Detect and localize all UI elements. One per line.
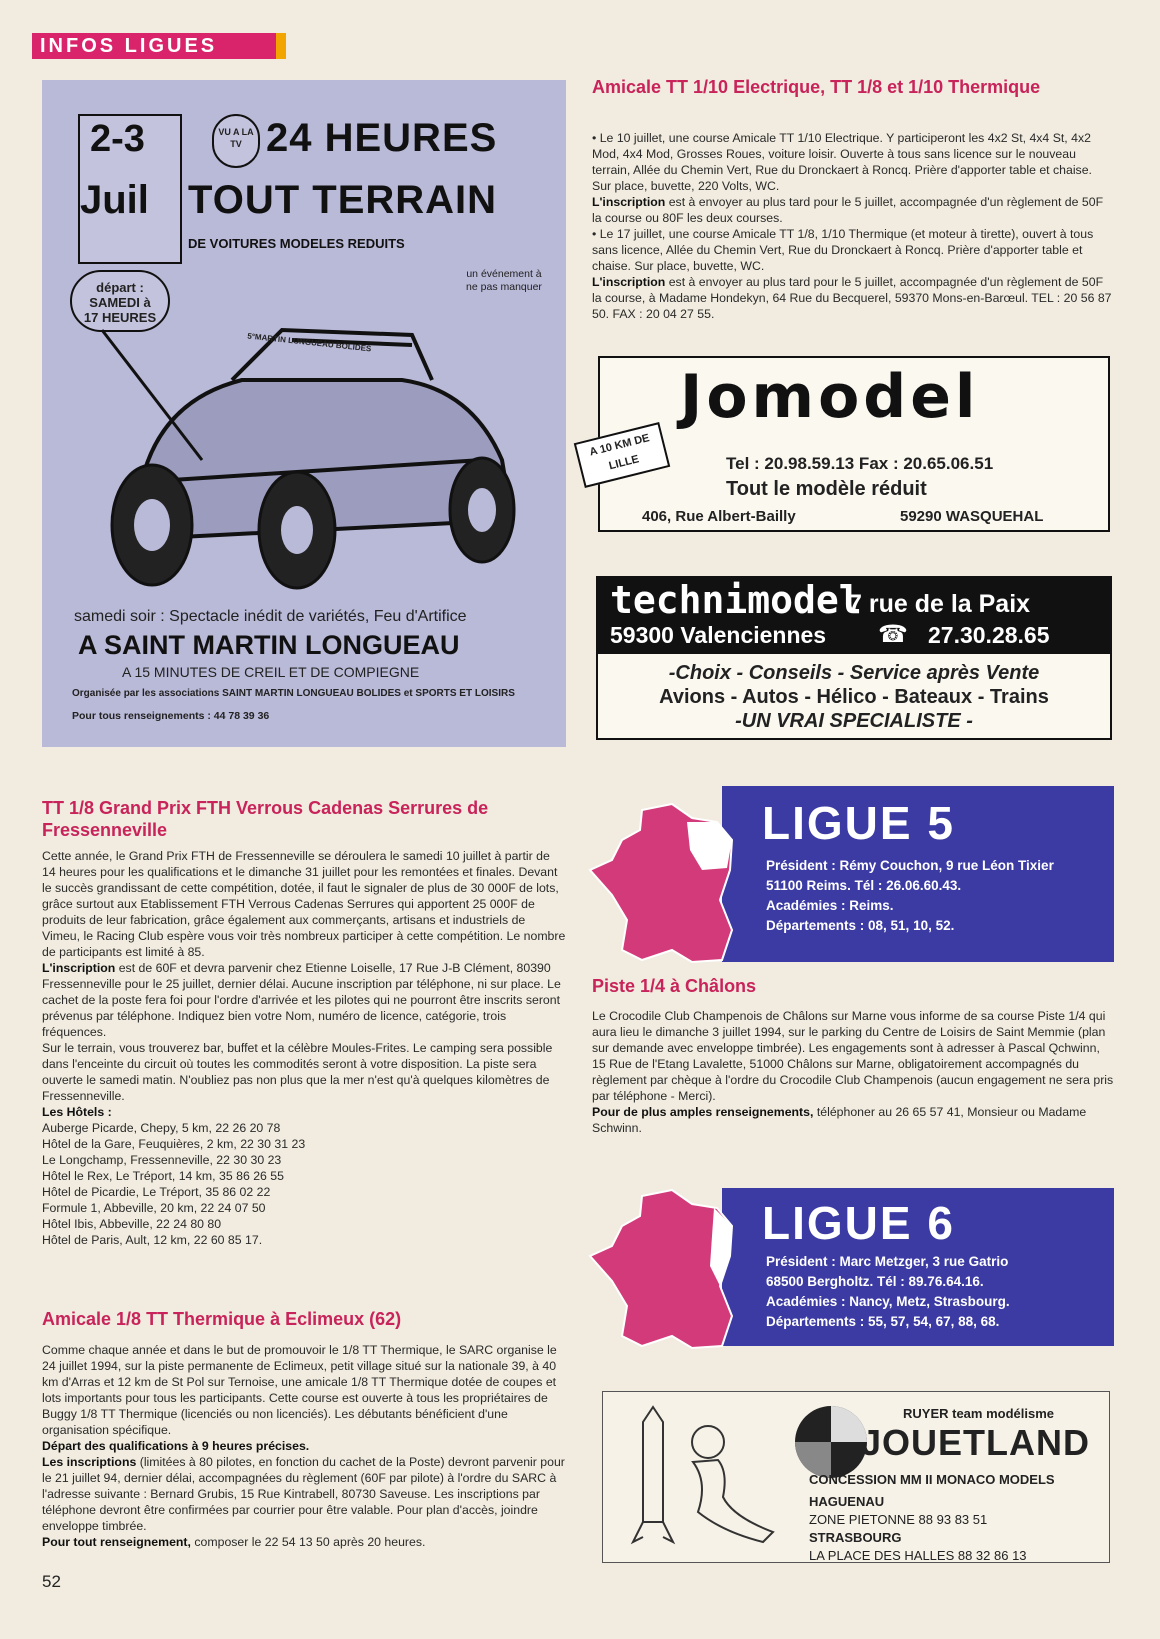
poster-distance: A 15 MINUTES DE CREIL ET DE COMPIEGNE (122, 664, 420, 680)
piste-p2 (592, 1104, 1114, 1136)
poster-location: A SAINT MARTIN LONGUEAU (78, 630, 460, 660)
amicale18-p1: Comme chaque année et dans le but de promouvoir le 1/8 TT Thermique, le SARC organise le 24 juillet 1994, sur la piste permanente de Eclimeux, petit village situé sur la nationale 39, à 40 km d'Arras et 12 km de St Pol sur Ternoise, une amicale 1/8 TT Thermique dotée de coupes et lots importants pour tous les participants. Cette course est ouverte à tous les propriétaires de Buggy 1/8 TT Thermique (licenciés ou non licenciés). Les débutants bénéficient d'une organisation spécifique. (42, 1343, 557, 1437)
poster-dates: 2-3 (90, 118, 145, 160)
technimodel-line2: Avions - Autos - Hélico - Bateaux - Trains (659, 686, 1049, 708)
tt18-title: TT 1/8 Grand Prix FTH Verrous Cadenas Serrures de Fressenneville (42, 798, 489, 840)
depart-badge: départ : SAMEDI à 17 HEURES (70, 270, 170, 332)
amicale-tt-p2-bold: L'inscription (592, 195, 666, 209)
ligue5-academies: Académies : Reims. (766, 898, 894, 913)
technimodel-ad (596, 576, 1112, 740)
amicale-tt-p3: • Le 17 juillet, une course Amicale TT 1/8, 1/10 Thermique (et moteur à tirette), ouvert à tous sans licence, Allée du Chemin Vert, Rue du Dronckaert à Roncq. Prière d'apporter table et chaise. Sur place, buvette, WC. (592, 227, 1094, 273)
tt18-p3: Sur le terrain, vous trouverez bar, buffet et la célèbre Moules-Frites. Le camping sera possible dans l'enceinte du circuit où toutes les commodités seront à votre disposition. La piste sera ouverte le samedi matin. N'oubliez pas non plus que la mer n'est qu'à quelques kilomètres de Fressenneville. (42, 1041, 553, 1103)
ligue6-president: Président : Marc Metzger, 3 rue Gatrio (766, 1254, 1009, 1269)
amicale18-p4-text: composer le 22 54 13 50 après 20 heures. (190, 1535, 426, 1549)
poster-subtitle: TOUT TERRAIN (188, 178, 498, 222)
hotel-item: Hôtel de Picardie, Le Tréport, 35 86 02 22 (42, 1185, 271, 1199)
car-label: 5°MARTIN LONGUEAU BOLIDES (246, 331, 372, 354)
lille-stamp: A 10 KM DE LILLE (574, 422, 671, 488)
amicale18-p3-text: (limitées à 80 pilotes, en fonction du cachet de la Poste) devront parvenir pour le 21 juillet 94, dernier délai, accompagnées du règlement (60F par pilote) à l'ordre du SARC à l'adresse suivante : Bernard Grubis, 15 Rue Kintrabell, 80730 Saveuse. Les inscriptions par téléphone devront être confirmées par courrier pour être valable. Pour plan d'accès, joindre enveloppe timbrée. (42, 1455, 565, 1533)
piste-title: Piste 1/4 à Châlons (592, 976, 757, 996)
page-number: 52 (42, 1572, 61, 1591)
jomodel-logo: Jomodel (680, 362, 980, 432)
tt18-body (42, 848, 566, 1248)
pinup-rocket-icon (613, 1402, 793, 1557)
piste-p2-bold: Pour de plus amples renseignements, (592, 1105, 814, 1119)
ligue5-title: LIGUE 5 (762, 797, 955, 849)
technimodel-street: 7 rue de la Paix (848, 590, 1031, 618)
hotel-item: Hôtel le Rex, Le Tréport, 14 km, 35 86 26 55 (42, 1169, 284, 1183)
tt18-p2 (42, 960, 566, 1040)
tt18-p2-text: est de 60F et devra parvenir chez Etienne Loiselle, 17 Rue J-B Clément, 80390 Fressenneville pour le 25 juillet, dernier délai. Aucune inscription par téléphone, ni sur place. Le cachet de la poste fera foi pour l'ordre d'arrivée et les pilotes qui ne pourront être inscrits seront prévenus par téléphone. Indiquez bien votre Nom, numéro de licence, catégorie, trois fréquences. (42, 961, 561, 1039)
hotels-title: Les Hôtels : (42, 1105, 112, 1119)
amicale18-p2: Départ des qualifications à 9 heures précises. (42, 1439, 310, 1453)
piste-p2-text: téléphoner au 26 65 57 41, Monsieur ou Madame Schwinn. (592, 1105, 1087, 1135)
ligue5-president: Président : Rémy Couchon, 9 rue Léon Tixier (766, 858, 1054, 873)
jouetland-city1: HAGUENAU (809, 1494, 885, 1509)
piste-p1: Le Crocodile Club Champenois de Châlons sur Marne vous informe de sa course Piste 1/4 qui aura lieu le dimanche 3 juillet 1994, sur le parking du Centre de Loisirs de Saint Memmie (plan sur demande avec enveloppe timbrée). Les engagements sont à adresser à Pascal Qchwinn, 15 Rue de l'Etang Lavalette, 51000 Châlons sur Marne, obligatoirement accompagnés du règlement par chèque à l'ordre du Crocodile Club Champenois (aucun engagement ne sera pris par téléphone - Merci). (592, 1009, 1114, 1103)
amicale-tt-p4 (592, 274, 1112, 322)
amicale18-body (42, 1342, 566, 1550)
hotel-item: Hôtel de la Gare, Feuquières, 2 km, 22 30 31 23 (42, 1137, 306, 1151)
tt18-p1: Cette année, le Grand Prix FTH de Fressenneville se déroulera le samedi 10 juillet à partir de 14 heures pour les qualifications et le dimanche 31 juillet pour les remontées et finales. Devant le succès grandissant de cette compétition, dotée, il faut le signaler de plus de 30 000F de lots, grâce surtout aux Etablissement FTH Verrous Cadenas Serrures qui apportent 25 000F de produits de leur fabrication, grâce également aux commerçants, artisans et industriels de Vimeu, le Racing Club espère vous voir très nombreux participer à cette compétition. Le nombre de participants est limité à 85. (42, 849, 566, 959)
jouetland-logo-icon (791, 1402, 871, 1482)
hotel-item: Hôtel Ibis, Abbeville, 22 24 80 80 (42, 1217, 222, 1231)
technimodel-phone: 27.30.28.65 (928, 622, 1050, 648)
poster-samedi: samedi soir : Spectacle inédit de variétés, Feu d'Artifice (74, 608, 467, 625)
france-map-icon (582, 1186, 762, 1356)
jomodel-address: 406, Rue Albert-Bailly (642, 508, 796, 525)
hotel-item: Hôtel de Paris, Ault, 12 km, 22 60 85 17. (42, 1233, 263, 1247)
hotel-item: Le Longchamp, Fressenneville, 22 30 30 23 (42, 1153, 282, 1167)
telephone-icon: ☎ (878, 621, 908, 648)
amicale-tt-p4-bold: L'inscription (592, 275, 666, 289)
poster-title: 24 HEURES (266, 116, 498, 160)
event-poster (42, 80, 566, 747)
technimodel-city: 59300 Valenciennes (610, 622, 827, 648)
jomodel-slogan: Tout le modèle réduit (726, 478, 927, 500)
ligue5-panel (722, 786, 1114, 962)
ligue6-academies: Académies : Nancy, Metz, Strasbourg. (766, 1294, 1010, 1309)
jouetland-brand-small: RUYER team modélisme (903, 1406, 1054, 1421)
buggy-illustration-icon (82, 310, 532, 600)
jouetland-concession: CONCESSION MM II MONACO MODELS (809, 1472, 1055, 1487)
poster-month: Juil (80, 178, 149, 222)
tt18-p2-bold: L'inscription (42, 961, 116, 975)
ligue5-departements: Départements : 08, 51, 10, 52. (766, 918, 955, 933)
jouetland-city2: STRASBOURG (809, 1530, 902, 1545)
ligue6-title: LIGUE 6 (762, 1197, 955, 1249)
ligue6-panel (722, 1188, 1114, 1346)
hotel-item: Auberge Picarde, Chepy, 5 km, 22 26 20 78 (42, 1121, 281, 1135)
amicale-tt-p2-text: est à envoyer au plus tard pour le 5 juillet, accompagnée d'un règlement de 50F la course ou 80F les deux courses. (592, 195, 1104, 225)
france-map-icon (582, 800, 762, 970)
amicale-tt-p2 (592, 194, 1112, 226)
amicale18-p3-bold: Les inscriptions (42, 1455, 137, 1469)
poster-contact: Pour tous renseignements : 44 78 39 36 (72, 710, 270, 722)
jouetland-addr1: ZONE PIETONNE 88 93 83 51 (809, 1512, 988, 1527)
ligue6-president2: 68500 Bergholtz. Tél : 89.76.64.16. (766, 1274, 984, 1289)
amicale18-p4-bold: Pour tout renseignement, (42, 1535, 191, 1549)
jomodel-tel: Tel : 20.98.59.13 Fax : 20.65.06.51 (726, 454, 994, 473)
poster-organisers: Organisée par les associations SAINT MARTIN LONGUEAU BOLIDES et SPORTS ET LOISIRS (72, 688, 515, 699)
jomodel-ad (588, 356, 1110, 532)
jomodel-city: 59290 WASQUEHAL (900, 508, 1044, 525)
ligue5-president2: 51100 Reims. Tél : 26.06.60.43. (766, 878, 962, 893)
amicale-tt-body (592, 130, 1112, 322)
piste-body (592, 1008, 1114, 1136)
amicale-tt-p1: • Le 10 juillet, une course Amicale TT 1/10 Electrique. Y participeront les 4x2 St, 4x4 St, 4x2 Mod, 4x4 Mod, Grosses Roues, voiture loisir. Ouverte à tous sans licence sur le nouveau terrain, Allée du Chemin Vert, Rue du Dronckaert à Roncq. Prière d'apporter table et chaise. Sur place, buvette, 220 Volts, WC. (592, 131, 1092, 193)
tv-badge: VU A LA TV (212, 114, 260, 168)
hotel-item: Formule 1, Abbeville, 20 km, 22 24 07 50 (42, 1201, 266, 1215)
jouetland-addr2: LA PLACE DES HALLES 88 32 86 13 (809, 1548, 1027, 1563)
poster-tagline: DE VOITURES MODELES REDUITS (188, 236, 405, 251)
section-tag: INFOS LIGUES (32, 33, 280, 59)
technimodel-name: technimodel (610, 578, 862, 622)
amicale18-title: Amicale 1/8 TT Thermique à Eclimeux (62) (42, 1309, 402, 1329)
amicale18-p3 (42, 1454, 566, 1534)
event-note: un événement à ne pas manquer (466, 268, 542, 293)
amicale-tt-p4-text: est à envoyer au plus tard pour le 5 juillet, accompagnée d'un règlement de 50F la course, à Madame Hondekyn, 64 Rue du Becquerel, 59370 Mons-en-Barœul. TEL : 20 56 87 50. FAX : 20 04 27 55. (592, 275, 1112, 321)
ligue6-departements: Départements : 55, 57, 54, 67, 88, 68. (766, 1314, 1000, 1329)
amicale-tt-title: Amicale TT 1/10 Electrique, TT 1/8 et 1/10 Thermique (592, 77, 1041, 97)
jouetland-ad (602, 1391, 1110, 1563)
jouetland-name: JOUETLAND (861, 1422, 1091, 1463)
technimodel-line1: -Choix - Conseils - Service après Vente (668, 662, 1040, 684)
technimodel-line3: -UN VRAI SPECIALISTE - (735, 710, 973, 732)
amicale18-p4 (42, 1534, 566, 1550)
